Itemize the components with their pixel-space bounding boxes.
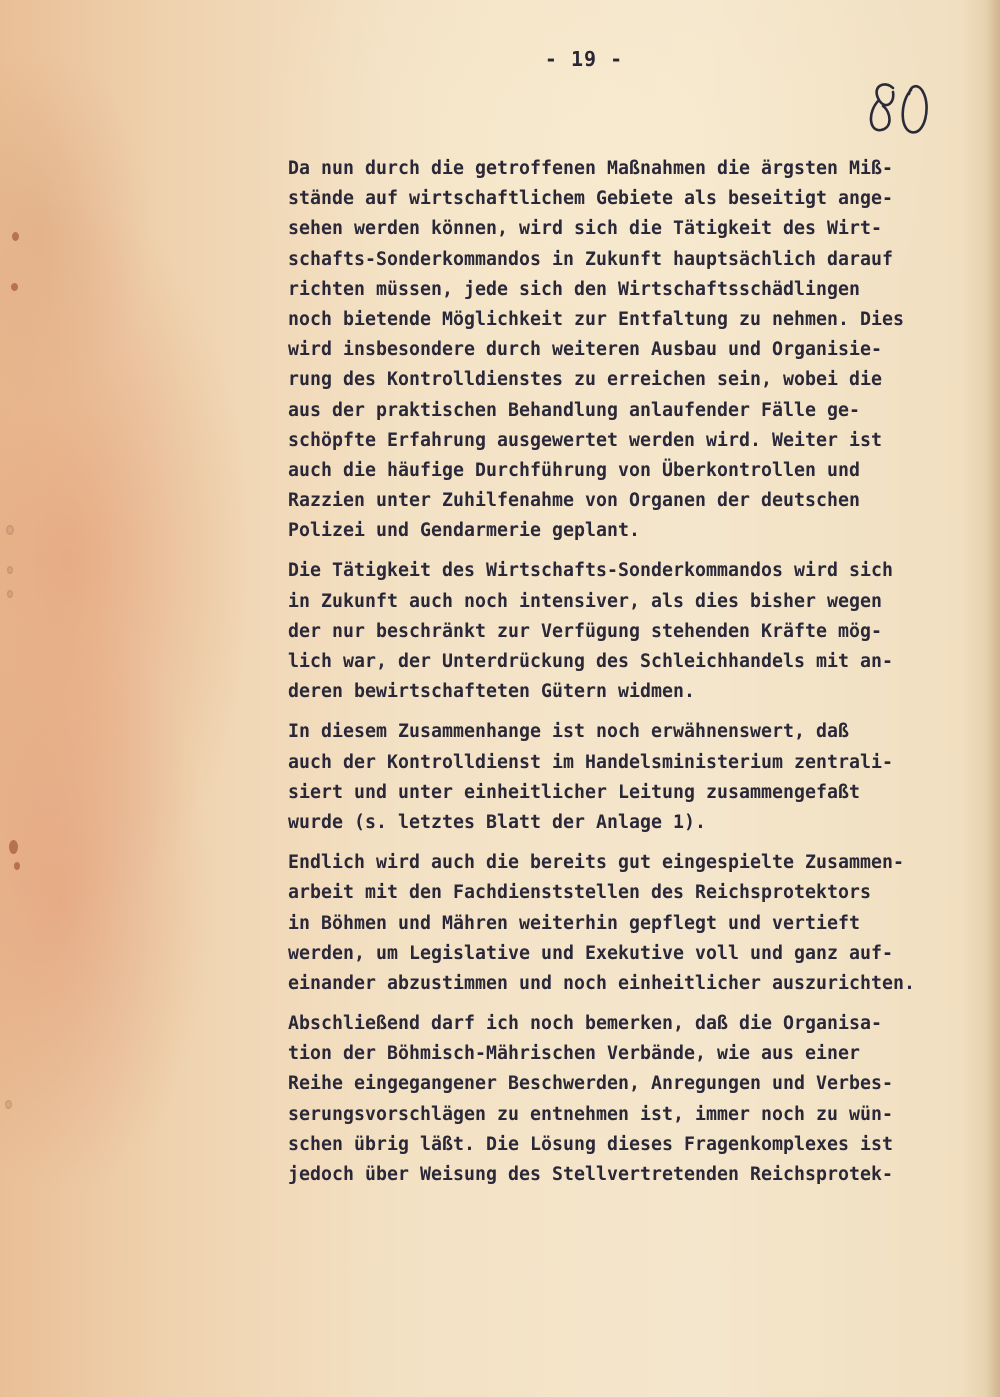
text-line: arbeit mit den Fachdienststellen des Reichsprotektors [288,882,871,904]
paragraph [288,556,988,707]
body-text [288,154,988,1200]
paper-edge-shadow [986,0,1000,1397]
text-line: deren bewirtschafteten Gütern widmen. [288,681,695,703]
text-line: wird insbesondere durch weiteren Ausbau und Organisie- [288,339,882,361]
punch-hole [7,590,13,598]
text-line: aus der praktischen Behandlung anlaufender Fälle ge- [288,399,860,421]
text-line: schöpfte Erfahrung ausgewertet werden wird. Weiter ist [288,429,882,451]
text-line: einander abzustimmen und noch einheitlicher auszurichten. [288,972,915,994]
text-line: Da nun durch die getroffenen Maßnahmen die ärgsten Miß- [288,158,893,179]
margin-stain [14,862,20,870]
text-line: der nur beschränkt zur Verfügung stehenden Kräfte mög- [288,620,882,642]
text-line: Razzien unter Zuhilfenahme von Organen der deutschen [288,490,860,512]
text-line: in Böhmen und Mähren weiterhin gepflegt und vertieft [288,912,860,934]
punch-hole [6,525,14,535]
punch-hole [7,566,13,574]
text-line: lich war, der Unterdrückung des Schleichhandels mit an- [288,651,893,672]
text-line: wurde (s. letztes Blatt der Anlage 1). [288,811,706,833]
page-number: - 19 - [544,47,624,71]
text-line: Reihe eingegangener Beschwerden, Anregungen und Verbes- [288,1073,893,1095]
text-line: serungsvorschlägen zu entnehmen ist, immer noch zu wün- [288,1103,893,1125]
text-line: Abschließend darf ich noch bemerken, daß die Organisa- [288,1013,882,1035]
text-line: rung des Kontrolldienstes zu erreichen sein, wobei die [288,369,882,391]
text-line: Die Tätigkeit des Wirtschafts-Sonderkommandos wird sich [288,560,893,582]
text-line: richten müssen, jede sich den Wirtschaftsschädlingen [288,278,860,300]
text-line: Endlich wird auch die bereits gut eingespielte Zusammen- [288,852,904,874]
paragraph [288,848,988,999]
text-line: stände auf wirtschaftlichem Gebiete als beseitigt ange- [288,188,893,210]
text-line: siert und unter einheitlicher Leitung zusammengefaßt [288,781,860,803]
margin-stain [12,232,19,241]
text-line: schafts-Sonderkommandos in Zukunft hauptsächlich darauf [288,248,893,270]
paragraph [288,154,988,546]
handwritten-folio-number [865,70,945,150]
text-line: Polizei und Gendarmerie geplant. [288,520,640,542]
text-line: in Zukunft auch noch intensiver, als dies bisher wegen [288,590,882,612]
text-line: schen übrig läßt. Die Lösung dieses Fragenkomplexes ist [288,1133,893,1155]
paragraph [288,717,988,838]
text-line: noch bietende Möglichkeit zur Entfaltung zu nehmen. Dies [288,308,904,330]
text-line: In diesem Zusammenhange ist noch erwähnenswert, daß [288,721,849,743]
text-line: sehen werden können, wird sich die Tätigkeit des Wirt- [288,218,882,240]
margin-stain [9,840,18,854]
punch-hole [5,1100,12,1109]
text-line: auch der Kontrolldienst im Handelsministerium zentrali- [288,751,893,773]
paragraph [288,1009,988,1190]
text-line: auch die häufige Durchführung von Überkontrollen und [288,459,860,481]
margin-stain [11,283,18,291]
text-line: jedoch über Weisung des Stellvertretenden Reichsprotek- [288,1164,893,1185]
text-line: tion der Böhmisch-Mährischen Verbände, wie aus einer [288,1043,860,1065]
text-line: werden, um Legislative und Exekutive voll und ganz auf- [288,942,893,964]
